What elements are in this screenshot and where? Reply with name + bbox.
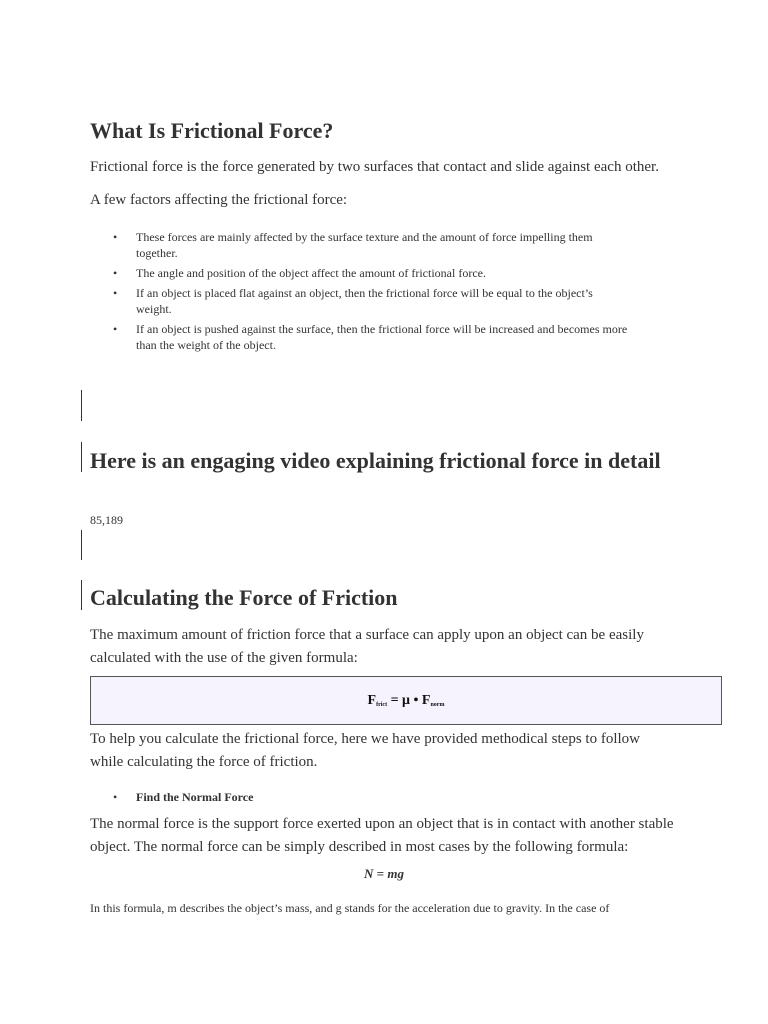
bullet-icon: • — [113, 266, 118, 280]
factors-list — [113, 229, 683, 357]
formula-f-norm: $F_{norm}$ — [421, 692, 445, 708]
list-item: • If an object is placed flat against an object, then the frictional force will be equal to the object’s weight. — [113, 286, 593, 316]
normal-force-paragraph: The normal force is the support force exerted upon an object that is in contact with another stable object. The normal force can be simply described in most cases by the following formula: — [90, 816, 674, 855]
bullet-icon: • — [113, 790, 118, 804]
intro-paragraph: Frictional force is the force generated by two surfaces that contact and slide against each other. — [90, 159, 659, 175]
normal-force-formula: N = mg — [364, 866, 404, 881]
mass-gravity-paragraph: In this formula, m describes the object’s mass, and g stands for the acceleration due to gravity. In the case of — [90, 901, 610, 915]
divider-bar — [81, 442, 82, 472]
factors-intro: A few factors affecting the frictional force: — [90, 192, 348, 208]
bullet-icon: • — [113, 322, 118, 336]
divider-bar — [81, 530, 82, 560]
section-title-frictional-force: What Is Frictional Force? — [90, 118, 334, 143]
calc-paragraph: The maximum amount of friction force that a surface can apply upon an object can be easily calculated with the use of the given formula: — [90, 627, 644, 666]
step-find-normal-force: • Find the Normal Force — [113, 790, 254, 804]
divider-bar — [81, 580, 82, 610]
divider-bar — [81, 390, 82, 421]
friction-formula-box — [90, 676, 722, 725]
view-count: 85,189 — [90, 513, 123, 527]
list-item: • The angle and position of the object affect the amount of frictional force. — [113, 266, 486, 280]
section-title-calculating: Calculating the Force of Friction — [90, 585, 398, 610]
bullet-icon: • — [113, 286, 118, 300]
formula-f-frict: $F_{frict}$ — [367, 692, 388, 708]
formula-equals-mu: = μ • — [387, 692, 422, 708]
section-title-video: Here is an engaging video explaining frictional force in detail — [90, 448, 661, 473]
bullet-icon: • — [113, 230, 118, 244]
list-item: • If an object is pushed against the surface, then the frictional force will be increased and becomes more than the weight of the object. — [113, 322, 628, 352]
steps-paragraph: To help you calculate the frictional force, here we have provided methodical steps to follow while calculating the force of friction. — [90, 731, 640, 770]
list-item: • These forces are mainly affected by the surface texture and the amount of force impelling them together. — [113, 230, 593, 260]
